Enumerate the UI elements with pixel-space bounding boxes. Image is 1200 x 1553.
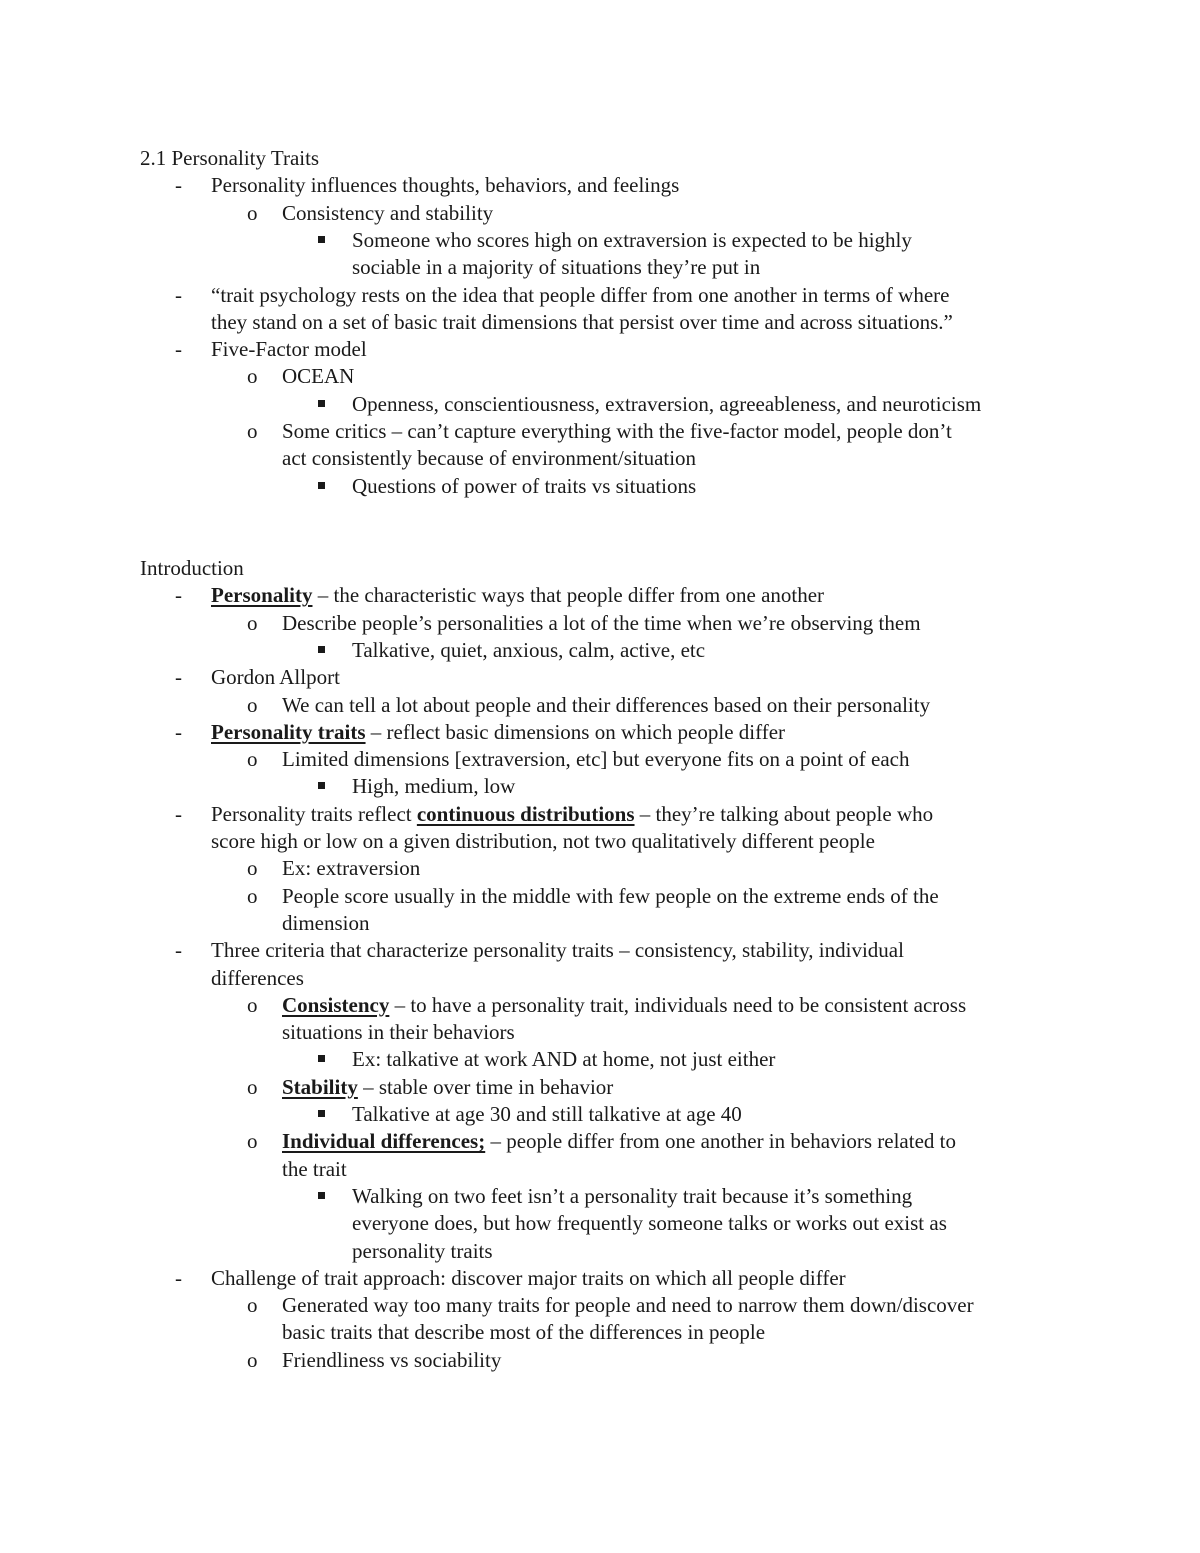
item-text: – to have a personality trait, individuals need to be consistent across [389, 992, 967, 1017]
key-term: Personality [211, 583, 313, 608]
circle-bullet-icon: o [247, 856, 258, 881]
dash-bullet-icon: - [175, 282, 182, 307]
list-item-line: Openness, conscientiousness, extraversion, agreeableness, and neuroticism [352, 391, 982, 416]
list-item-line: Three criteria that characterize personality traits – consistency, stability, individual [211, 938, 904, 963]
list-item-line: Describe people’s personalities a lot of the time when we’re observing them [282, 610, 921, 635]
circle-bullet-icon: o [247, 1074, 258, 1099]
list-item-line: the trait [282, 1156, 347, 1181]
item-text: – reflect basic dimensions on which people differ [365, 719, 786, 744]
circle-bullet-icon: o [247, 1347, 258, 1372]
circle-bullet-icon: o [247, 747, 258, 772]
list-item-line: OCEAN [282, 364, 355, 389]
key-term: Personality traits [211, 719, 366, 744]
list-item-line: basic traits that describe most of the differences in people [282, 1320, 766, 1345]
section-heading: 2.1 Personality Traits [140, 146, 320, 170]
circle-bullet-icon: o [247, 692, 258, 717]
list-item-line: score high or low on a given distribution, not two qualitatively different people [211, 829, 875, 853]
list-item-line: Questions of power of traits vs situations [352, 473, 697, 498]
square-bullet-icon [318, 400, 325, 407]
circle-bullet-icon: o [247, 1129, 258, 1154]
list-item-line: sociable in a majority of situations they’re put in [352, 255, 761, 280]
item-text: – the characteristic ways that people differ from one another [312, 583, 825, 608]
square-bullet-icon [318, 1055, 325, 1062]
list-item-line: Personality influences thoughts, behaviors, and feelings [211, 173, 680, 198]
item-text: – they’re talking about people who [634, 801, 934, 826]
list-item-line [282, 992, 966, 1019]
dash-bullet-icon: - [175, 583, 182, 608]
list-item-line: Gordon Allport [211, 665, 340, 690]
dash-bullet-icon: - [175, 1265, 182, 1290]
square-bullet-icon [318, 482, 325, 489]
key-term: Consistency [282, 992, 390, 1017]
key-term: continuous distributions [416, 801, 635, 826]
list-item-line: Some critics – can’t capture everything with the five-factor model, people don’t [282, 419, 952, 443]
dash-bullet-icon: - [175, 938, 182, 963]
list-item-line: “trait psychology rests on the idea that people differ from one another in terms of where [211, 282, 950, 307]
item-text: – people differ from one another in behaviors related to [485, 1129, 956, 1154]
circle-bullet-icon: o [247, 992, 258, 1017]
dash-bullet-icon: - [175, 173, 182, 198]
list-item-line: We can tell a lot about people and their differences based on their personality [282, 692, 931, 717]
dash-bullet-icon: - [175, 801, 182, 826]
list-item-line: Talkative, quiet, anxious, calm, active, etc [352, 637, 706, 662]
list-item-line: Walking on two feet isn’t a personality trait because it’s something [352, 1183, 913, 1208]
circle-bullet-icon: o [247, 200, 258, 225]
list-item-line: personality traits [352, 1238, 493, 1263]
circle-bullet-icon: o [247, 1293, 258, 1318]
list-item-line: differences [211, 965, 304, 990]
list-item-line: Someone who scores high on extraversion is expected to be highly [352, 227, 912, 252]
circle-bullet-icon: o [247, 364, 258, 389]
list-item-line: Generated way too many traits for people and need to narrow them down/discover [282, 1293, 974, 1318]
list-item-line: High, medium, low [352, 774, 516, 799]
square-bullet-icon [318, 782, 325, 789]
list-item-line: Five-Factor model [211, 337, 367, 362]
circle-bullet-icon: o [247, 883, 258, 908]
list-item-line: Ex: talkative at work AND at home, not just either [352, 1047, 776, 1072]
square-bullet-icon [318, 646, 325, 653]
list-item-line: act consistently because of environment/situation [282, 446, 697, 471]
key-term: Individual differences; [282, 1129, 486, 1154]
circle-bullet-icon: o [247, 610, 258, 635]
circle-bullet-icon: o [247, 419, 258, 443]
list-item-line: People score usually in the middle with few people on the extreme ends of the [282, 883, 939, 908]
list-item-line [282, 1128, 956, 1155]
square-bullet-icon [318, 1110, 325, 1117]
list-item-line: they stand on a set of basic trait dimensions that persist over time and across situations.” [211, 309, 953, 334]
list-item-line: Talkative at age 30 and still talkative at age 40 [352, 1102, 742, 1126]
list-item-line: Limited dimensions [extraversion, etc] but everyone fits on a point of each [282, 747, 910, 772]
square-bullet-icon [318, 236, 325, 243]
list-item-line: Consistency and stability [282, 200, 494, 225]
list-item-line: everyone does, but how frequently someone talks or works out exist as [352, 1211, 947, 1236]
list-item-line: Ex: extraversion [282, 856, 421, 881]
list-item-line [282, 1074, 613, 1101]
list-item-line: Friendliness vs sociability [282, 1347, 502, 1372]
list-item-line [211, 801, 933, 828]
dash-bullet-icon: - [175, 719, 182, 744]
square-bullet-icon [318, 1192, 325, 1199]
dash-bullet-icon: - [175, 665, 182, 690]
item-text: – stable over time in behavior [357, 1074, 614, 1099]
list-item-line [211, 719, 785, 746]
key-term: Stability [282, 1074, 358, 1099]
item-text: Personality traits reflect [211, 801, 417, 826]
list-item-line: Challenge of trait approach: discover major traits on which all people differ [211, 1265, 846, 1290]
dash-bullet-icon: - [175, 337, 182, 362]
list-item-line: dimension [282, 910, 370, 935]
list-item-line: situations in their behaviors [282, 1020, 515, 1045]
section-heading: Introduction [140, 556, 244, 580]
list-item-line [211, 582, 824, 609]
